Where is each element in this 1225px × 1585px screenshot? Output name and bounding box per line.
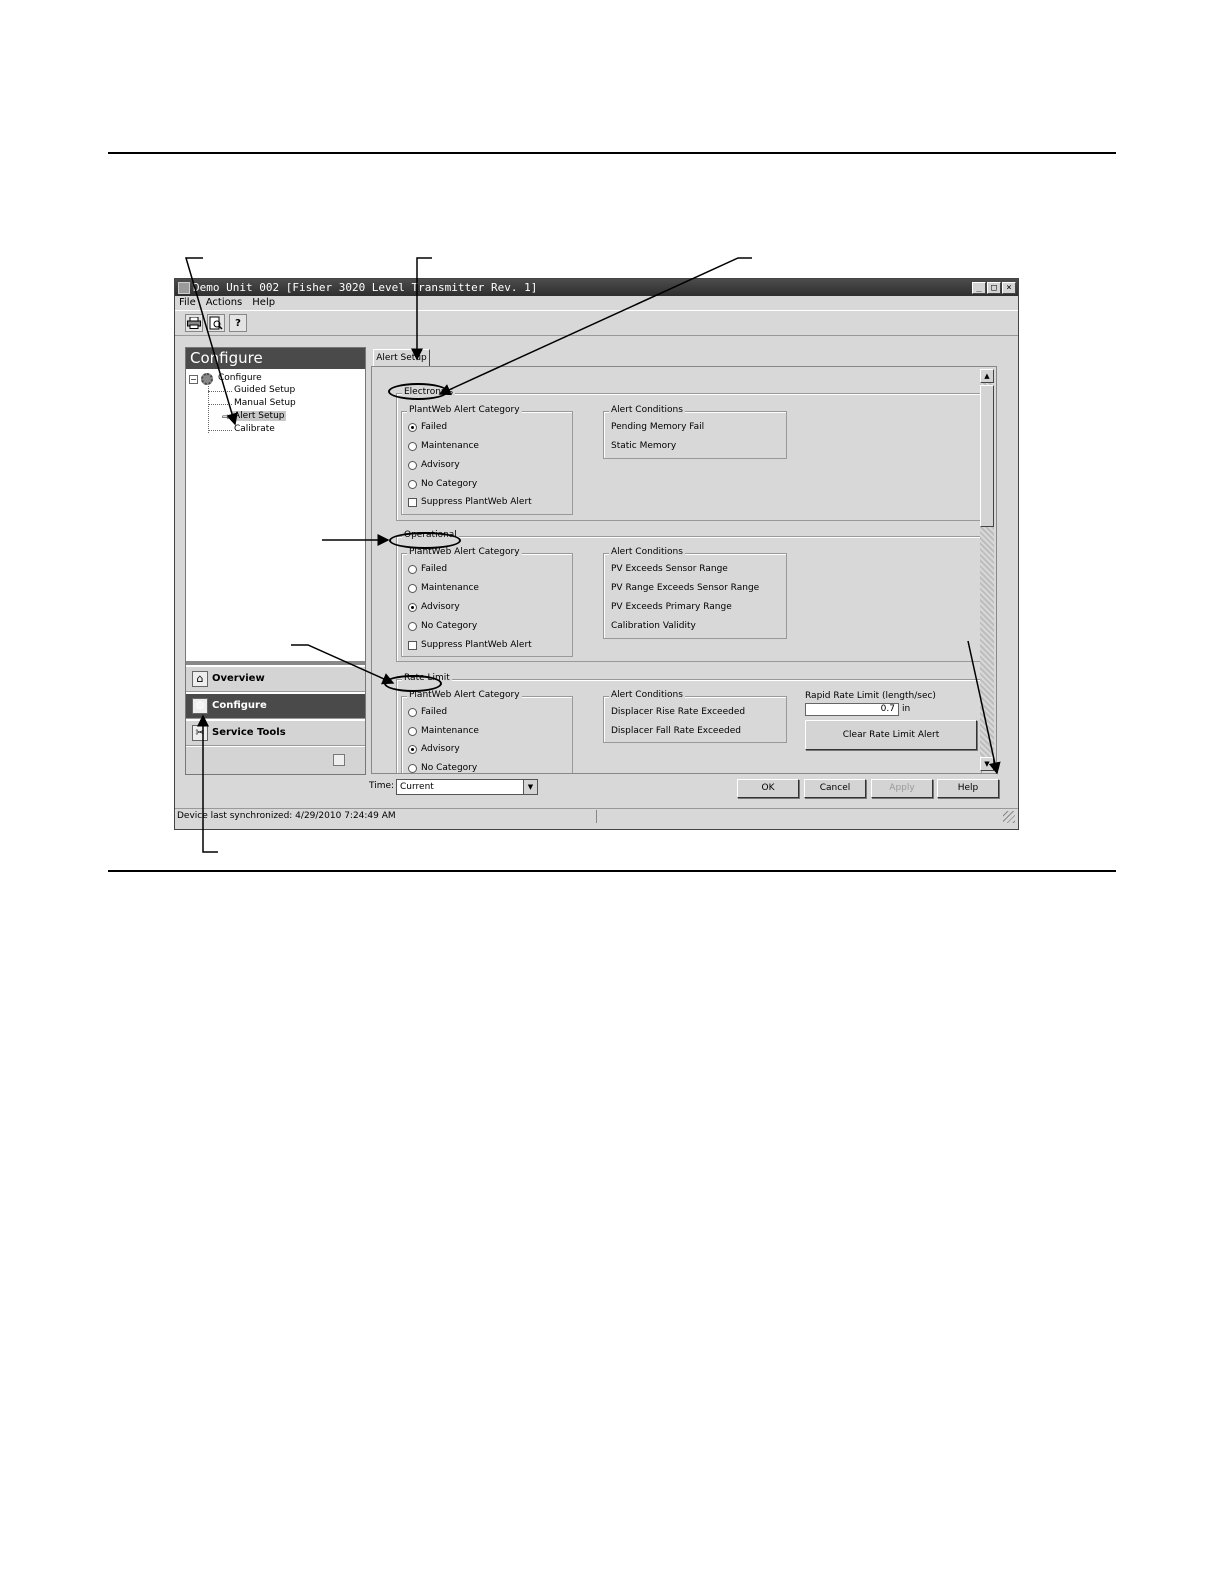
- electronics-group: [396, 387, 982, 521]
- option-label: Advisory: [421, 602, 460, 612]
- menu-actions[interactable]: Actions: [205, 297, 243, 308]
- option-label: Maintenance: [421, 583, 479, 593]
- clear-rate-limit-alert-button[interactable]: Clear Rate Limit Alert: [805, 720, 977, 750]
- alert-category-title: PlantWeb Alert Category: [409, 405, 520, 415]
- alert-conditions-box: [603, 547, 787, 639]
- radio-advisory[interactable]: [408, 460, 460, 470]
- group-title: Electronics: [404, 387, 454, 397]
- radio-no-category[interactable]: [408, 479, 477, 489]
- panel-title: Configure: [186, 348, 365, 369]
- alert-category-title: PlantWeb Alert Category: [409, 690, 520, 700]
- radio-button[interactable]: [408, 603, 417, 612]
- app-window: [174, 278, 1019, 830]
- option-label: Maintenance: [421, 441, 479, 451]
- alert-category-box: [401, 547, 573, 657]
- time-label: Time:: [369, 781, 395, 791]
- radio-maintenance[interactable]: [408, 441, 479, 451]
- condition-item: Displacer Fall Rate Exceeded: [611, 726, 741, 736]
- radio-button[interactable]: [408, 565, 417, 574]
- config-tree: [186, 369, 365, 661]
- help-button[interactable]: Help: [937, 779, 999, 798]
- scroll-up-icon[interactable]: ▲: [980, 369, 994, 383]
- alert-category-box: [401, 690, 573, 774]
- title-bar: [175, 279, 1018, 296]
- printer-icon: [187, 317, 201, 329]
- nav-overview-label: Overview: [212, 673, 265, 684]
- option-label: No Category: [421, 621, 478, 631]
- status-text: Device last synchronized: 4/29/2010 7:24:49 AM: [177, 811, 396, 821]
- tree-connector: [208, 391, 232, 392]
- print-preview-icon: [209, 316, 223, 330]
- radio-button[interactable]: [408, 708, 417, 717]
- condition-item: Displacer Rise Rate Exceeded: [611, 707, 746, 717]
- group-title: Operational: [404, 530, 457, 540]
- alert-conditions-box: [603, 690, 787, 743]
- operational-group: [396, 530, 982, 662]
- scroll-down-icon[interactable]: ▼: [980, 757, 994, 771]
- tree-item-calibrate[interactable]: Calibrate: [234, 424, 275, 434]
- rate-limit-input[interactable]: 0.7: [805, 703, 899, 716]
- maximize-button[interactable]: □: [987, 282, 1001, 294]
- status-separator: [596, 810, 597, 823]
- apply-button[interactable]: Apply: [871, 779, 933, 798]
- alert-conditions-title: Alert Conditions: [611, 690, 683, 700]
- operational-highlight: [389, 532, 461, 549]
- tree-connector: [208, 404, 232, 405]
- minimize-button[interactable]: _: [972, 282, 986, 294]
- nav-footer: [186, 747, 365, 774]
- nav-configure[interactable]: [186, 693, 365, 719]
- panel-splitter[interactable]: [186, 661, 365, 665]
- print-preview-button[interactable]: [207, 314, 225, 332]
- radio-button[interactable]: [408, 442, 417, 451]
- rate-limit-unit: in: [902, 704, 911, 714]
- suppress-checkbox[interactable]: [408, 640, 532, 650]
- nav-overview[interactable]: [186, 666, 365, 692]
- condition-item: Static Memory: [611, 441, 677, 451]
- nav-service-tools[interactable]: [186, 720, 365, 746]
- nav-configure-label: Configure: [212, 700, 267, 711]
- time-select-value: Current: [400, 782, 434, 792]
- group-title: Rate Limit: [404, 673, 450, 683]
- option-label: Maintenance: [421, 726, 479, 736]
- app-icon: [178, 282, 190, 294]
- cancel-button[interactable]: Cancel: [804, 779, 866, 798]
- tree-root-configure[interactable]: Configure: [218, 373, 262, 383]
- tree-item-manual-setup[interactable]: Manual Setup: [234, 398, 296, 408]
- tab-alert-setup[interactable]: Alert Setup: [373, 349, 430, 367]
- option-label: Advisory: [421, 460, 460, 470]
- alert-conditions-box: [603, 405, 787, 459]
- tree-item-alert-setup[interactable]: Alert Setup: [234, 411, 285, 421]
- radio-button[interactable]: [408, 745, 417, 754]
- close-button[interactable]: ×: [1002, 282, 1016, 294]
- radio-button[interactable]: [408, 480, 417, 489]
- print-button[interactable]: [185, 314, 203, 332]
- radio-advisory[interactable]: [408, 602, 460, 612]
- collapse-icon[interactable]: −: [190, 375, 197, 384]
- ok-button[interactable]: OK: [737, 779, 799, 798]
- menu-file[interactable]: File: [179, 297, 196, 308]
- suppress-checkbox[interactable]: [408, 497, 532, 507]
- alert-conditions-title: Alert Conditions: [611, 547, 683, 557]
- electronics-highlight: [388, 383, 448, 400]
- radio-button[interactable]: [408, 622, 417, 631]
- vertical-scrollbar[interactable]: [980, 369, 994, 771]
- alert-conditions-title: Alert Conditions: [611, 405, 683, 415]
- home-icon: ⌂: [192, 671, 208, 687]
- radio-button[interactable]: [408, 423, 417, 432]
- radio-no-category[interactable]: [408, 621, 477, 631]
- navigation-panel: [185, 347, 366, 775]
- alert-setup-content: [371, 366, 997, 774]
- radio-button[interactable]: [408, 764, 417, 773]
- scroll-thumb[interactable]: [980, 385, 994, 527]
- menu-bar: [175, 296, 1018, 310]
- radio-failed[interactable]: [408, 422, 447, 432]
- tree-connector: [208, 430, 232, 431]
- checkbox-label: Suppress PlantWeb Alert: [421, 497, 532, 507]
- tree-connector: [208, 386, 209, 433]
- tree-item-guided-setup[interactable]: Guided Setup: [234, 385, 296, 395]
- condition-item: Calibration Validity: [611, 621, 696, 631]
- radio-maintenance[interactable]: [408, 726, 479, 736]
- radio-failed[interactable]: [408, 564, 447, 574]
- chevron-down-icon[interactable]: ▼: [523, 780, 537, 794]
- radio-button[interactable]: [408, 461, 417, 470]
- option-label: Failed: [421, 564, 448, 574]
- bottom-controls: [369, 779, 999, 801]
- alert-category-box: [401, 405, 573, 515]
- bottom-rule: [108, 870, 1116, 872]
- toolbar: [175, 310, 1018, 336]
- rate-limit-group: [396, 673, 982, 774]
- gear-icon: [201, 373, 213, 385]
- checkbox[interactable]: [408, 498, 417, 507]
- gear-icon: ⚙: [192, 698, 208, 714]
- radio-failed[interactable]: [408, 707, 447, 717]
- condition-item: PV Range Exceeds Sensor Range: [611, 583, 760, 593]
- alert-category-title: PlantWeb Alert Category: [409, 547, 520, 557]
- rate-limit-label: Rapid Rate Limit (length/sec): [805, 691, 936, 701]
- option-label: Failed: [421, 707, 448, 717]
- menu-help[interactable]: Help: [252, 297, 276, 308]
- nav-service-tools-label: Service Tools: [212, 727, 286, 738]
- radio-button[interactable]: [408, 584, 417, 593]
- time-select[interactable]: [396, 779, 538, 795]
- tools-icon: ✂: [192, 725, 208, 741]
- option-label: Failed: [421, 422, 448, 432]
- checkbox[interactable]: [408, 641, 417, 650]
- context-help-icon: ?: [235, 317, 241, 329]
- radio-no-category[interactable]: [408, 763, 477, 773]
- condition-item: PV Exceeds Sensor Range: [611, 564, 728, 574]
- condition-item: PV Exceeds Primary Range: [611, 602, 732, 612]
- top-rule: [108, 152, 1116, 154]
- condition-item: Pending Memory Fail: [611, 422, 705, 432]
- arrow-right-icon: ⇨: [222, 412, 231, 423]
- resize-grip-icon[interactable]: [1003, 811, 1015, 823]
- option-label: No Category: [421, 763, 478, 773]
- radio-maintenance[interactable]: [408, 583, 479, 593]
- configure-buttons-icon[interactable]: [333, 754, 345, 766]
- window-title: Demo Unit 002 [Fisher 3020 Level Transmitter Rev. 1]: [193, 281, 538, 294]
- option-label: Advisory: [421, 744, 460, 754]
- rate-limit-highlight: [384, 675, 442, 692]
- checkbox-label: Suppress PlantWeb Alert: [421, 640, 532, 650]
- status-bar: [175, 808, 1018, 824]
- radio-button[interactable]: [408, 727, 417, 736]
- radio-advisory[interactable]: [408, 744, 460, 754]
- context-help-button[interactable]: [229, 314, 247, 332]
- option-label: No Category: [421, 479, 478, 489]
